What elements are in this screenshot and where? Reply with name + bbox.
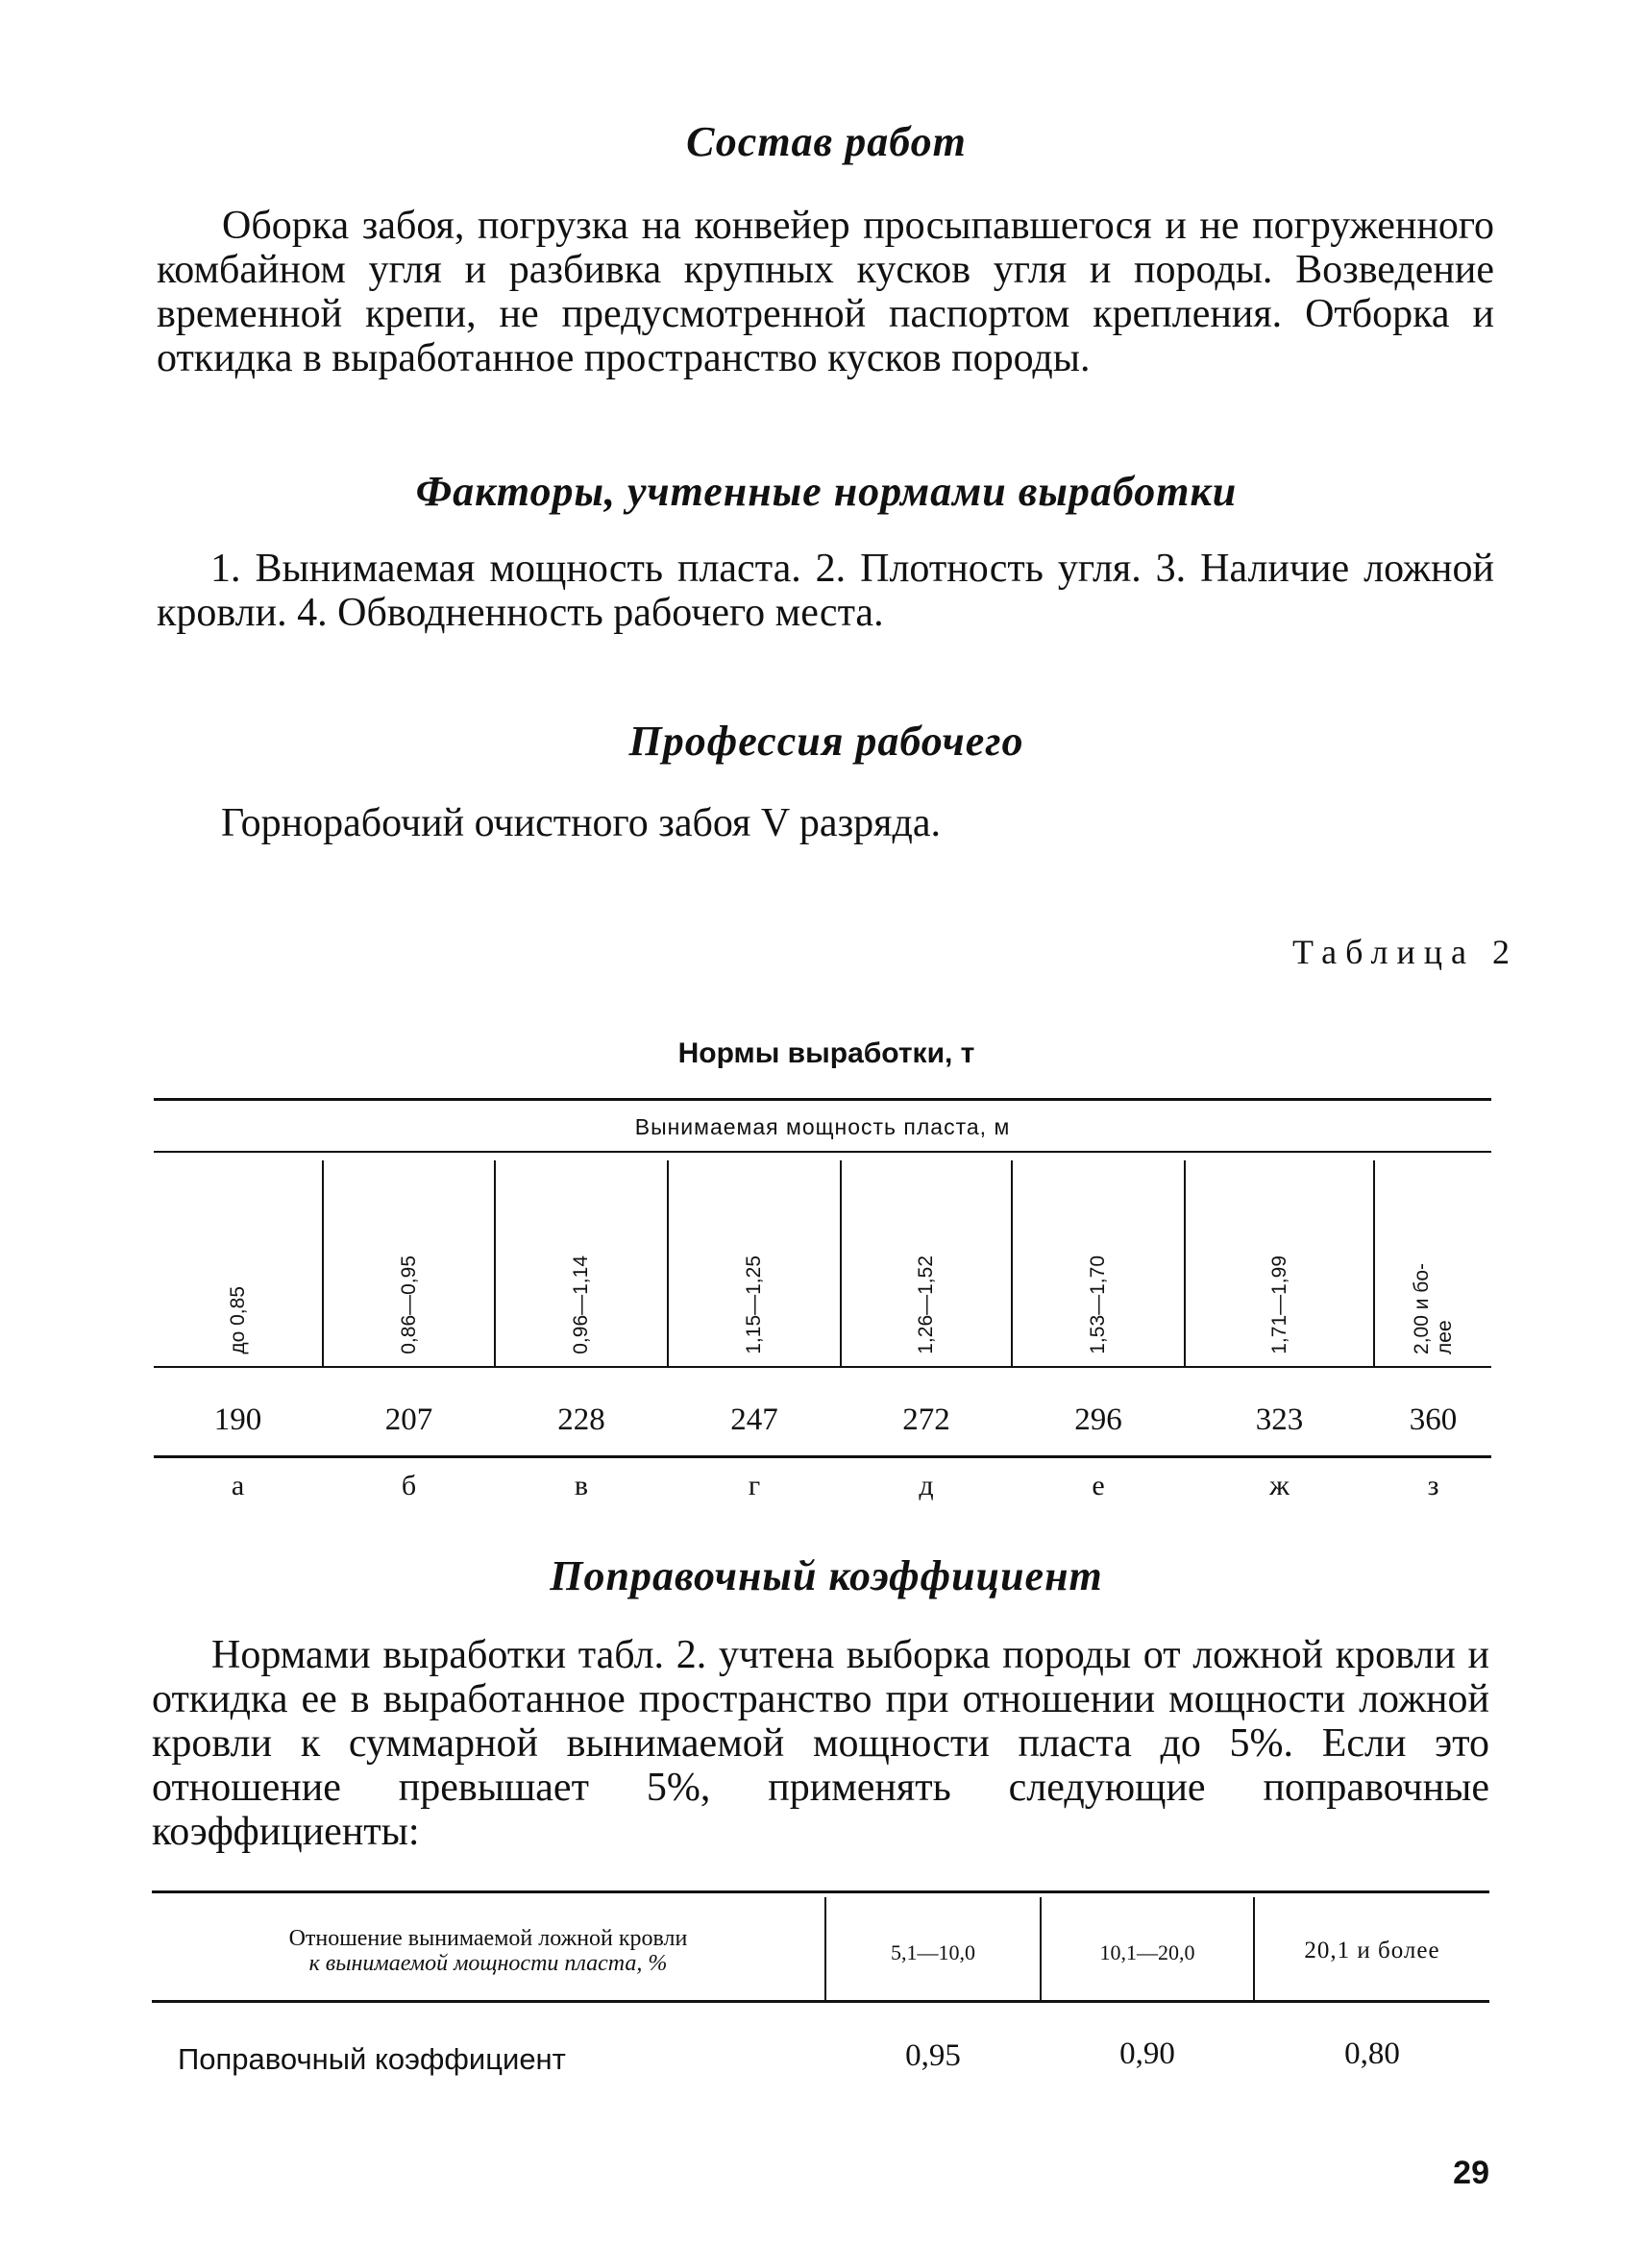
ratio-range: 10,1—20,0 xyxy=(1099,1940,1195,1964)
column-letter: в xyxy=(574,1470,589,1501)
norm-value: 207 xyxy=(384,1402,433,1437)
factors-text: 1. Вынимаемая мощность пласта. 2. Плотность угля. 3. Наличие ложной кровли. 4. Обводненность рабочего места. xyxy=(157,547,1494,635)
norm-value: 228 xyxy=(557,1402,605,1437)
column-letter: ж xyxy=(1269,1470,1290,1501)
table-header-bottom-rule xyxy=(154,1366,1491,1368)
correction-value: 0,95 xyxy=(905,2038,961,2073)
range-header-cell xyxy=(669,1167,840,1354)
profession-text: Горнорабочий очистного забоя V разряда. xyxy=(221,801,941,845)
range-header-cell xyxy=(1375,1167,1491,1354)
norm-value: 296 xyxy=(1074,1402,1122,1437)
table-header-rule xyxy=(154,1151,1491,1153)
range-header-wrapped: 2,00 и бо- лее xyxy=(1410,1263,1456,1354)
range-header-cell xyxy=(154,1167,322,1354)
range-header-cell xyxy=(496,1167,667,1354)
page-number: 29 xyxy=(1453,2155,1489,2191)
norm-value: 272 xyxy=(902,1402,950,1437)
ratio-range: 20,1 и более xyxy=(1304,1938,1440,1963)
profession-heading: Профессия рабочего xyxy=(628,718,1024,765)
column-letter: з xyxy=(1427,1470,1439,1501)
norm-value: 247 xyxy=(730,1402,778,1437)
column-letter: д xyxy=(919,1470,934,1501)
correction-value: 0,90 xyxy=(1119,2036,1175,2071)
norm-value: 190 xyxy=(213,1402,262,1437)
range-header-cell xyxy=(1186,1167,1373,1354)
correction-row-label: Поправочный коэффициент xyxy=(178,2042,566,2076)
range-header-cell xyxy=(842,1167,1011,1354)
range-header-cell xyxy=(1013,1167,1184,1354)
range-header: 0,86—0,95 xyxy=(397,1256,420,1354)
column-letter: г xyxy=(748,1470,761,1501)
correction-value: 0,80 xyxy=(1344,2036,1400,2071)
correction-text: Нормами выработки табл. 2. учтена выборка породы от ложной кровли и откидка ее в выработанное пространство при отношении мощности ложной кровли к суммарной вынимаемой мощности пласта до 5%. Если это отношение превышает 5%, применять следующие поправочные коэффициенты: xyxy=(152,1633,1489,1854)
column-letter: б xyxy=(401,1470,417,1501)
range-header: до 0,85 xyxy=(226,1286,249,1354)
range-header-cell xyxy=(324,1167,494,1354)
work-composition-heading: Состав работ xyxy=(686,118,967,165)
range-header: 1,26—1,52 xyxy=(915,1256,937,1354)
table-bottom-rule xyxy=(154,1455,1491,1458)
correction-heading: Поправочный коэффициент xyxy=(550,1552,1103,1599)
table-group-header: Вынимаемая мощность пласта, м xyxy=(634,1114,1011,1139)
range-header: 1,53—1,70 xyxy=(1087,1256,1109,1354)
norm-value: 360 xyxy=(1409,1402,1458,1437)
column-letter: а xyxy=(231,1470,245,1501)
column-letter: е xyxy=(1092,1470,1105,1501)
work-composition-text: Оборка забоя, погрузка на конвейер просыпавшегося и не погруженного комбайном угля и разбивка крупных кусков угля и породы. Возведение временной крепи, не предусмотренной паспортом крепления. Отборка и откидка в выработанное пространство кусков породы. xyxy=(157,204,1494,380)
correction-table-top-rule xyxy=(152,1890,1489,1893)
ratio-header: Отношение вынимаемой ложной кровли к вынимаемой мощности пласта, % xyxy=(288,1926,688,1976)
table-caption: Таблица 2 xyxy=(1292,933,1518,971)
correction-table-header-rule xyxy=(152,2000,1489,2003)
range-header: 1,71—1,99 xyxy=(1267,1256,1290,1354)
ratio-range: 5,1—10,0 xyxy=(891,1940,975,1964)
norm-value: 323 xyxy=(1255,1402,1304,1437)
range-header: 0,96—1,14 xyxy=(570,1256,592,1354)
table-title: Нормы выработки, т xyxy=(677,1037,975,1069)
range-header: 1,15—1,25 xyxy=(743,1256,765,1354)
factors-heading: Факторы, учтенные нормами выработки xyxy=(415,468,1238,515)
table-top-rule xyxy=(154,1098,1491,1101)
